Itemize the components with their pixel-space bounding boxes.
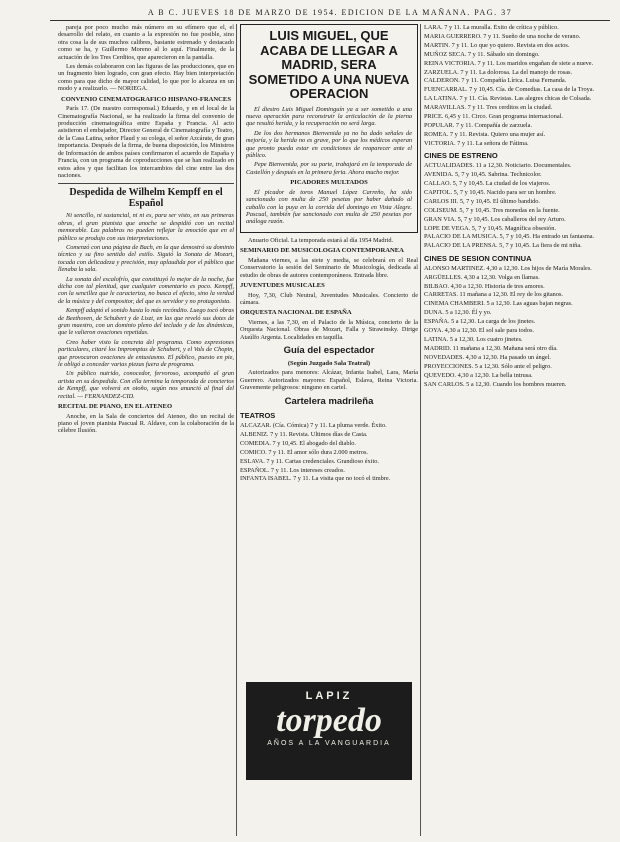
listing-entry: ESLAVA. 7 y 11. Cartas credenciales. Grandioso éxito. — [240, 457, 379, 465]
article-text: Kempff adaptó el sonido hasta lo más recóndito. Luego tocó obras de Beethoven, de Schubert y de Liszt, en las que reveló sus dotes de gran maestro, con un dominio pleno del teclado y de las dinámicas, que le valieron ovaciones repetidas. — [58, 307, 234, 337]
listing-entry: CAPITOL. 5, 7 y 10,45. Nacido para ser un hombre. — [424, 188, 557, 196]
headline-kempff: Despedida de Wilhelm Kempff en el Español — [58, 183, 234, 209]
headline-guia: Guía del espectador — [283, 345, 375, 357]
listing-entry: GRAN VIA. 5, 7 y 10,45. Los caballeros del rey Arturo. — [424, 215, 566, 223]
listing-entry: CARLOS III. 5, 7 y 10,45. El último bandido. — [424, 197, 540, 205]
listing-entry: CINEMA CHAMBERI. 5 a 12,30. Las aguas bajan negras. — [424, 300, 573, 308]
listing-entry: BILBAO. 4,30 a 12,30. Historia de tres amores. — [424, 282, 545, 290]
article-text: De los dos hermanos Bienvenida ya no ha dado señales de mejoría, y la herida no es grave, por lo que los médicos esperan que pronto pueda estar en condiciones de reaparecer ante el público. — [246, 129, 412, 159]
article-text: El picador de toros Manuel López Carreño, ha sido sancionado con multa de 250 pesetas por haber dañado al caballo con la puya en la corrida del domingo en Vista Alegre. Pascual, también fue sancionado con multa de 250 pesetas por análoga razón. — [246, 188, 412, 226]
article-text: Creo haber visto la concreta del programa. Como expresiones particulares, citaré los Impromptus de Schubert, y el Vals de Chopin, que provocaron ovaciones de entusiasmo. El público, puesto en pie, le obligó a conceder varias piezas fuera de programa. — [58, 338, 234, 369]
ad-brand: torpedo — [276, 702, 382, 739]
listing-entry: CALDERON. 7 y 11. Compañía Lírica. Luisa Fernanda. — [424, 77, 567, 85]
article-text: París 17. (De nuestro corresponsal.) Eduardo, y en el local de la Cinematografía Nacional, se ha realizado la firma del convenio de producción cinematográfica entre España y Francia. Al acto asistieron el embajador, Director General de Cinematografía y Teatro, de la Casa Latina, señor Flaud y su colega, el señor Azcárate, de gran importancia. Después de la firma, de buena disposición, los Ministros de Información de ambos países confirmaron el acuerdo de España y Francia, con un programa de coproducciones que se han realizado en estos años y que facilitan los intercambios del cine entre las dos naciones. — [58, 105, 234, 179]
column-right — [424, 24, 612, 839]
listing-entry: LA LATINA. 7 y 11. Cía. Revistas. Las alegres chicas de Colsada. — [424, 95, 592, 103]
listing-entry: MUÑOZ SECA. 7 y 11. Sábado sin domingo. — [424, 50, 540, 58]
listing-entry: PALACIO DE LA MUSICA. 5, 7 y 10,45. Ha entrado un fantasma. — [424, 233, 595, 241]
section-cines-continua: CINES DE SESION CONTINUA — [424, 253, 532, 263]
ad-text: LAPIZ — [305, 690, 353, 702]
article-text: Comenzó con una página de Bach, en la que demostró su dominio técnico y su fino sentido del estilo. Siguió la Sonata de Mozart, tocada con delicadeza y precisión, muy aplaudida por el público que llenaba la sala. — [58, 243, 234, 274]
article-text: Un público nutrido, conocedor, fervoroso, acompañó al gran artista en su despedida. Con ella termina la temporada de conciertos de Kempff, que volverá en otoño, según nos anunció al final del recital. — FERNANDEZ-CID. — [58, 370, 234, 400]
listing-entry: LARA. 7 y 11. La muralla. Éxito de crítica y público. — [424, 24, 559, 31]
listing-entry: PRICE. 6,45 y 11. Circo. Gran programa internacional. — [424, 113, 563, 121]
article-text: Anuario Oficial. La temporada estará al día 1954 Madrid. — [248, 236, 394, 244]
listing-entry: ESPAÑOL. 7 y 11. Los intereses creados. — [240, 466, 345, 474]
listing-entry: LATINA. 5 a 12,30. Los cuatro jinetes. — [424, 336, 523, 343]
headline-orquesta: ORQUESTA NACIONAL DE ESPAÑA — [240, 309, 352, 317]
article-text: Autorizados para menores: Alcázar, Infanta Isabel, Lara, María Guerrero. Autorizados mayores: Español, Eslava, Reina Victoria. Gravemente peligrosos: ninguno en cartel. — [240, 369, 418, 392]
listing-entry: SAN CARLOS. 5 a 12,30. Cuando los hombres mueren. — [424, 380, 567, 388]
listing-entry: ACTUALIDADES. 11 a 12,30. Noticiario. Documentales. — [424, 162, 572, 170]
article-text: Les demás colaboraron con las figuras de las producciones, que en un fragmento bien logrado, con gran efecto. Hay bien interpretación como para que dicho de mayor calidad, lo que por lo alcanza en un modo y a realizarlo. — NORIEGA. — [58, 63, 234, 93]
listing-entry: MARIA GUERRERO. 7 y 11. Sueño de una noche de verano. — [424, 32, 581, 40]
listing-entry: FUENCARRAL. 7 y 10,45. Cía. de Comedias. La casa de la Troya. — [424, 86, 595, 94]
listing-entry: REINA VICTORIA. 7 y 11. Los maridos engañan de siete a nueve. — [424, 59, 594, 67]
article-text: Ni sencillo, ni sustancial, ni ni es, para ser visto, en sus primeras obras, el gran pianista que anoche se despidió con un recital memorable. Las palabras no pueden reflejar la emoción que en el público se produjo con sus interpretaciones. — [58, 212, 234, 242]
listing-entry: CARRETAS. 11 mañana a 12,30. El rey de los gitanos. — [424, 291, 563, 299]
listing-entry: AVENIDA. 5, 7 y 10,45. Sabrina. Technicolor. — [424, 171, 542, 179]
article-text: Pepe Bienvenida, por su parte, trabajará en la temporada de Castellón y después en la primera feria. Ahora mucho mejor. — [246, 161, 412, 176]
listing-entry: COLISEUM. 5, 7 y 10,45. Tres monedas en la fuente. — [424, 206, 560, 214]
ad-tagline: AÑOS A LA VANGUARDIA — [267, 740, 391, 747]
column-rule — [420, 24, 421, 836]
listing-entry: ALCAZAR. (Cía. Cómica) 7 y 11. La pluma verde. Éxito. — [240, 422, 387, 430]
listing-entry: ZARZUELA. 7 y 11. La dolorosa. La del manojo de rosas. — [424, 68, 573, 76]
headline-recital: RECITAL DE PIANO, EN EL ATENEO — [58, 403, 173, 411]
listing-entry: QUEVEDO. 4,30 a 12,30. La bella intrusa. — [424, 371, 533, 379]
listing-entry: COMICO. 7 y 11. El amor sólo dura 2.000 metros. — [240, 448, 368, 456]
listing-entry: MARTIN. 7 y 11. Lo que yo quiero. Revista en dos actos. — [424, 41, 570, 49]
page-header: A B C. JUEVES 18 DE MARZO DE 1954. EDICION DE LA MAÑANA. PAG. 37 — [50, 8, 610, 21]
listing-entry: ESPAÑA. 5 a 12,30. La carga de los jinetes. — [424, 318, 536, 326]
listing-entry: CALLAO. 5, 7 y 10,45. La ciudad de los viajeros. — [424, 180, 551, 187]
article-text: Hoy, 7,30, Club Neutral, Juventudes Musicales. Concierto de cámara. — [240, 291, 418, 306]
article-text: Viernes, a las 7,30, en el Palacio de la Música, concierto de la Orquesta Nacional. Obras de Mozart, Falla y Strawinsky. Dirige Ataúlfo Argenta. Localidades en taquilla. — [240, 319, 418, 341]
article-text: El diestro Luis Miguel Dominguín ya a ser sometido a una nueva operación para reconstruir la articulación de la pierna que resultó herida, y la recuperación no será larga. — [246, 105, 412, 128]
column-left — [58, 24, 234, 839]
listing-entry: POPULAR. 7 y 11. Compañía de zarzuela. — [424, 121, 533, 129]
article-text: Mañana viernes, a las siete y media, se celebrará en el Real Conservatorio la sesión del Seminario de Musicología, dedicada al estudio de obras de autores contemporáneos. Entrada libre. — [240, 256, 418, 279]
listing-entry: MADRID. 11 mañana a 12,30. Mañana será otro día. — [424, 344, 558, 352]
listing-entry: PROYECCIONES. 5 a 12,30. Sólo ante el peligro. — [424, 362, 552, 370]
listing-entry: ALBENIZ. 7 y 11. Revista. Ultimos días de Casta. — [240, 430, 368, 438]
advertisement-lapiz — [246, 682, 412, 780]
boxed-article — [240, 24, 418, 233]
headline-luis-miguel: LUIS MIGUEL, QUE ACABA DE LLEGAR A MADRID, SERA SOMETIDO A UNA NUEVA OPERACION — [248, 28, 410, 101]
article-text: Anoche, en la Sala de conciertos del Ateneo, dio un recital de piano el joven pianista Pascual R. Aldave, con la colaboración de la célebre Ilusión. — [58, 412, 234, 435]
listing-entry: NOVEDADES. 4,30 a 12,30. Ha pasado un ángel. — [424, 353, 551, 361]
listing-entry: ARGÜELLES. 4,30 a 12,30. Volga en llamas. — [424, 273, 540, 281]
headline-convenio: CONVENIO CINEMATOGRAFICO HISPANO-FRANCES — [61, 95, 231, 103]
headline-cartelera: Cartelera madrileña — [284, 395, 374, 407]
listing-entry: COMEDIA. 7 y 10,45. El abogado del diablo. — [240, 439, 356, 447]
listing-entry: LOPE DE VEGA. 5, 7 y 10,45. Magnífica obsesión. — [424, 224, 556, 232]
section-cines-estreno: CINES DE ESTRENO — [424, 151, 498, 161]
column-rule — [236, 24, 237, 836]
listing-entry: PALACIO DE LA PRENSA. 5, 7 y 10,45. La fiera de mi niña. — [424, 242, 582, 250]
article-text: La sonata del escalofrío, que constituyó lo mejor de la noche, fue dicha con tal plenitud, que cualquier comentario es poco. Kempff, con la sencillez que le caracteriza, no busca el efecto, sino la verdad de la música y del compositor, del que es servidor y no protagonista. — [58, 275, 234, 305]
listing-entry: ALONSO MARTINEZ. 4,30 a 12,30. Los hijos de María Morales. — [424, 264, 592, 272]
listing-entry: DUNA. 5 a 12,30. Él y yo. — [424, 309, 492, 317]
listing-entry: VICTORIA. 7 y 11. La señora de Fátima. — [424, 139, 529, 147]
article-text: pareja por poco mucho más número en su efímero que el, el desarrollo del relato, en cuanto a la expresión no fue posible, sino otra cosa la de sus muchos calibres, bastante estrenado y destacado como se ha, y Guillermo Moreno al lo aquí. Finalmente, de la actuación de los Tres Cerditos, que aparecieron en la pantalla. — [58, 24, 234, 61]
listing-entry: ROMEA. 7 y 11. Revista. Quiero una mujer así. — [424, 130, 546, 138]
listing-entry: INFANTA ISABEL. 7 y 11. La visita que no tocó el timbre. — [240, 475, 391, 483]
headline-seminario: SEMINARIO DE MUSICOLOGIA CONTEMPORANEA — [240, 247, 404, 255]
subheadline-guia: (Según Juzgado Sala Teatral) — [287, 359, 371, 367]
subheadline-picadores: PICADORES MULTADOS — [290, 179, 368, 187]
listing-entry: MARAVILLAS. 7 y 11. Tres cerditos en la ciudad. — [424, 104, 553, 112]
section-teatros: TEATROS — [240, 411, 276, 421]
headline-juventudes: JUVENTUDES MUSICALES — [240, 282, 325, 289]
listing-entry: GOYA. 4,30 a 12,30. El sol sale para todos. — [424, 327, 535, 335]
